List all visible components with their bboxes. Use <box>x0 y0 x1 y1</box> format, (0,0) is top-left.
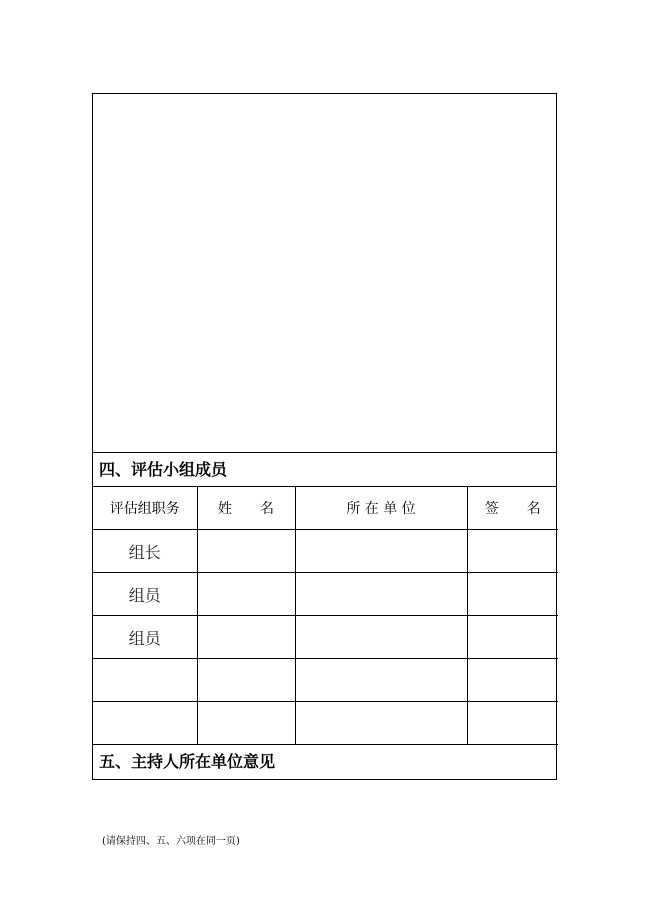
cell-name[interactable] <box>197 702 295 745</box>
cell-name[interactable] <box>197 530 295 573</box>
cell-unit[interactable] <box>295 702 467 745</box>
cell-role: 组长 <box>93 530 197 573</box>
header-name: 姓 名 <box>197 487 295 530</box>
page-footnote: (请保持四、五、六项在同一页) <box>102 836 240 847</box>
table-row <box>93 702 558 745</box>
cell-signature[interactable] <box>467 530 558 573</box>
cell-signature[interactable] <box>467 616 558 659</box>
cell-unit[interactable] <box>295 573 467 616</box>
cell-role: 组员 <box>93 573 197 616</box>
table-row <box>93 530 558 573</box>
form-frame <box>92 93 557 780</box>
table-row <box>93 659 558 702</box>
cell-role[interactable] <box>93 702 197 745</box>
cell-unit[interactable] <box>295 616 467 659</box>
cell-unit[interactable] <box>295 659 467 702</box>
cell-role: 组员 <box>93 616 197 659</box>
table-header-row <box>93 487 558 530</box>
cell-role[interactable] <box>93 659 197 702</box>
blank-content-area <box>93 94 556 453</box>
evaluation-team-table <box>93 487 558 745</box>
section5-heading: 五、主持人所在单位意见 <box>99 752 276 771</box>
cell-name[interactable] <box>197 659 295 702</box>
cell-signature[interactable] <box>467 573 558 616</box>
cell-name[interactable] <box>197 616 295 659</box>
header-unit: 所 在 单 位 <box>295 487 467 530</box>
table-row <box>93 573 558 616</box>
cell-unit[interactable] <box>295 530 467 573</box>
header-signature: 签 名 <box>467 487 558 530</box>
cell-signature[interactable] <box>467 659 558 702</box>
section4-heading: 四、评估小组成员 <box>93 453 556 487</box>
cell-name[interactable] <box>197 573 295 616</box>
header-role: 评估组职务 <box>93 487 197 530</box>
cell-signature[interactable] <box>467 702 558 745</box>
table-row <box>93 616 558 659</box>
